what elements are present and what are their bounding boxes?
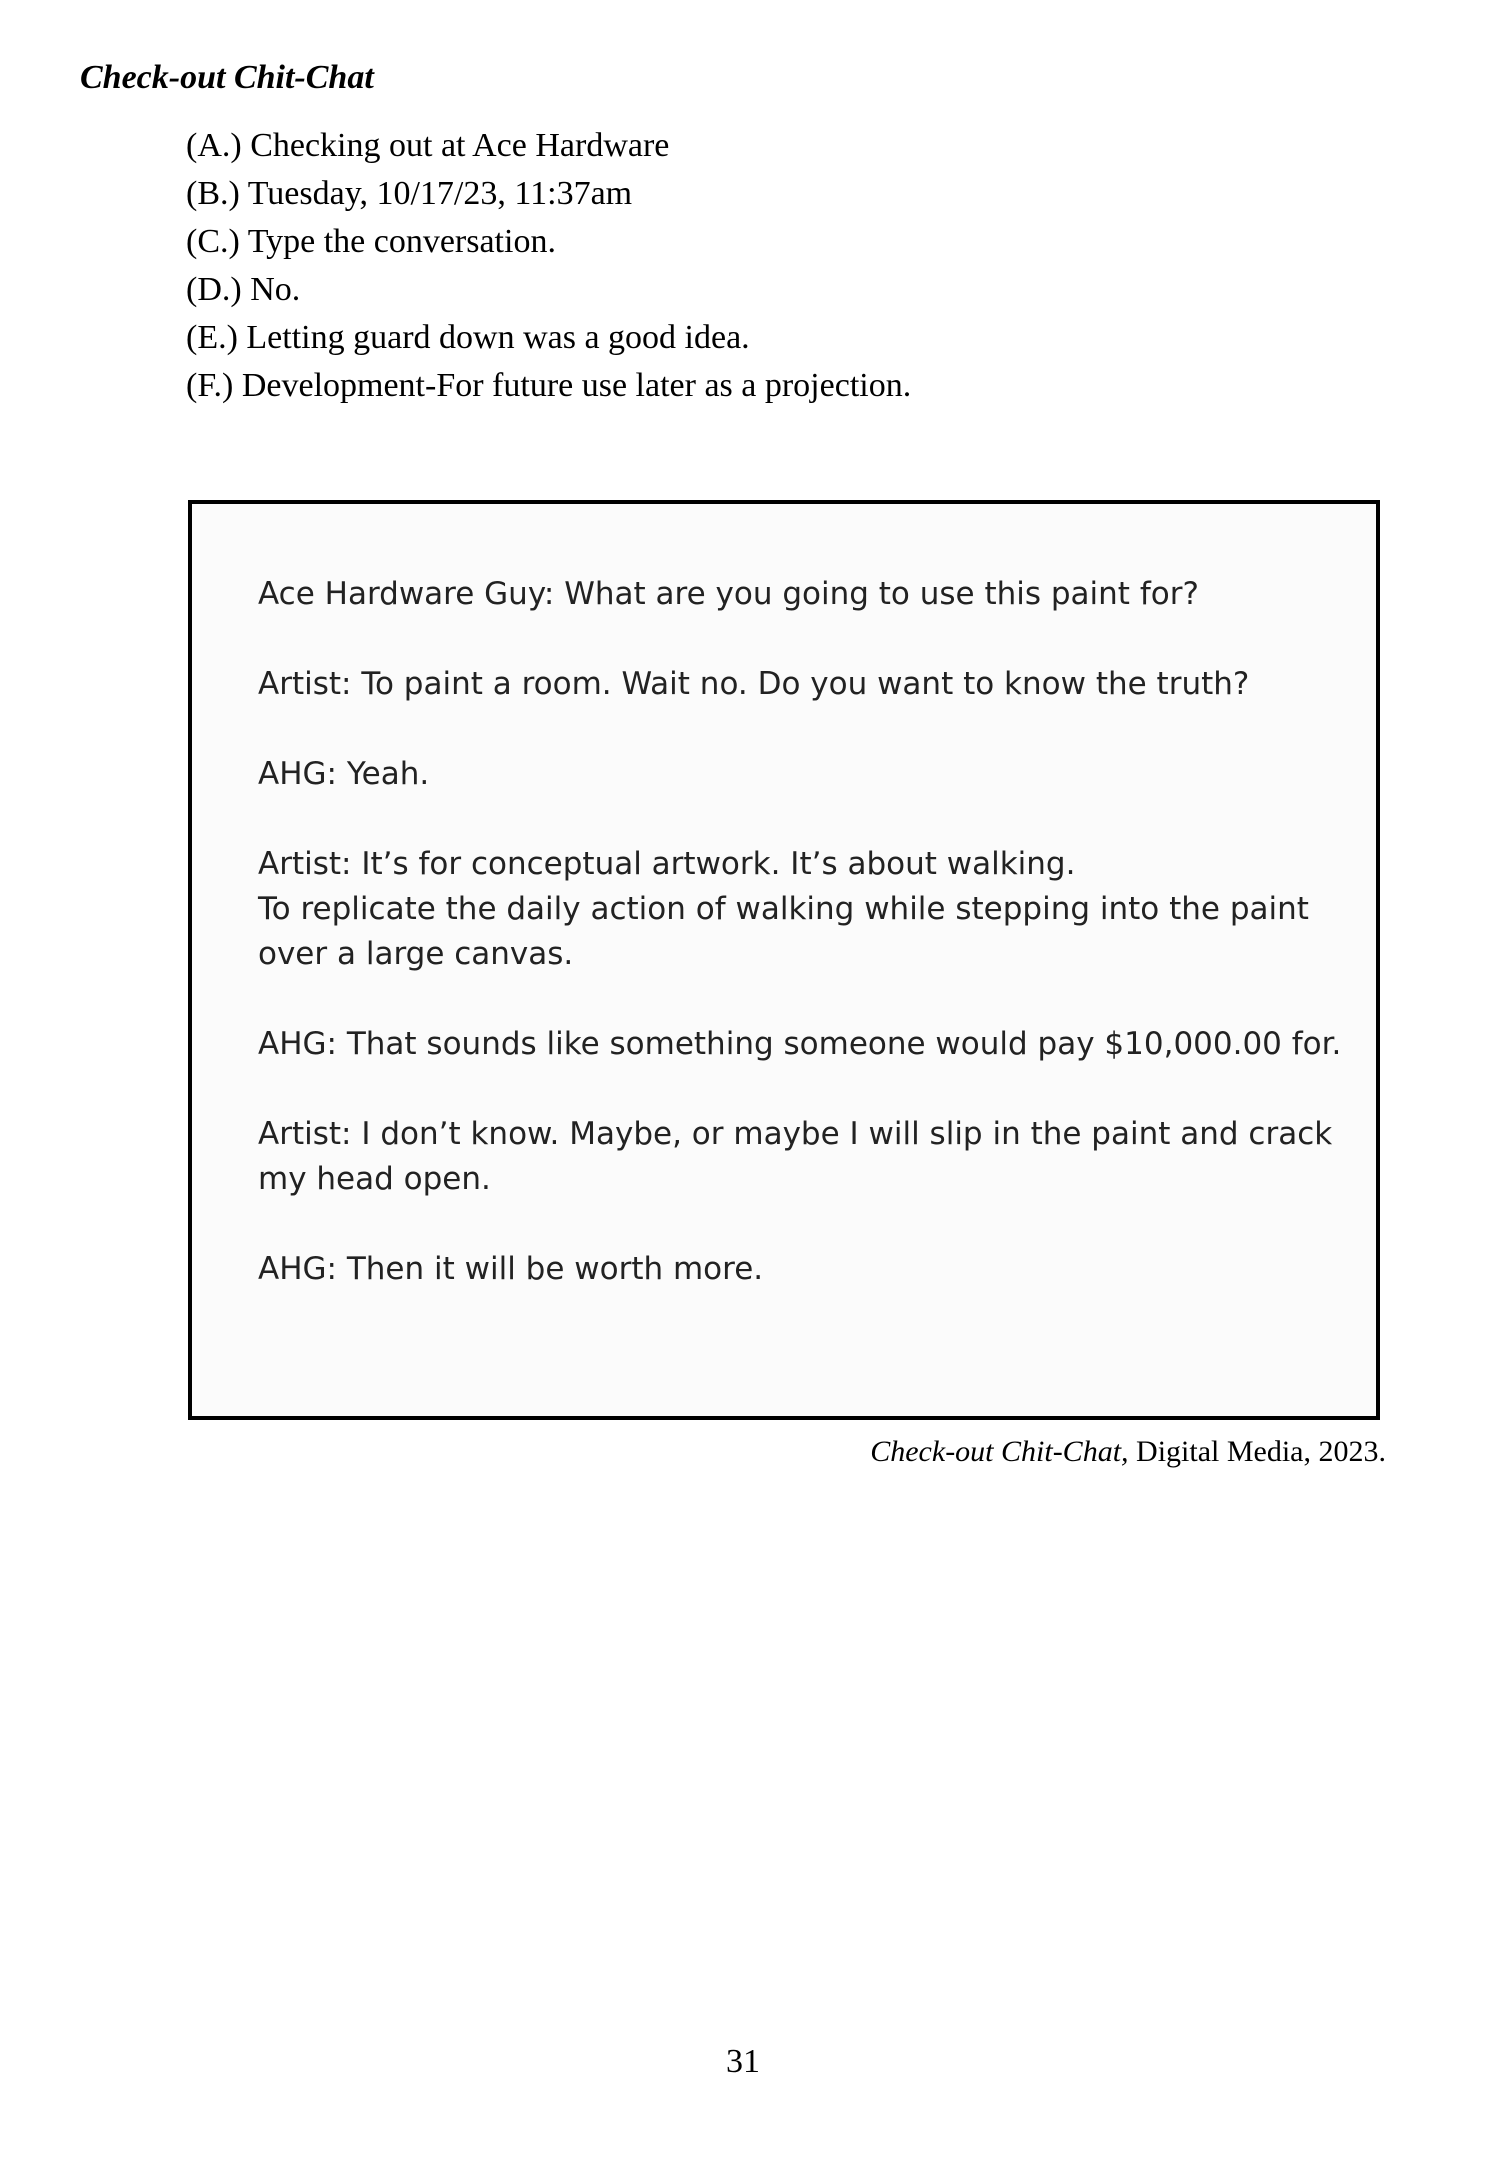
dialogue-text-line: Artist: I don’t know. Maybe, or maybe I will slip in the paint and crack bbox=[258, 1116, 1333, 1152]
caption-details: Digital Media, 2023. bbox=[1128, 1435, 1386, 1468]
dialogue-text-line: To replicate the daily action of walking while stepping into the paint bbox=[258, 891, 1309, 927]
dialogue-text-line: over a large canvas. bbox=[258, 936, 574, 972]
page-title: Check-out Chit-Chat bbox=[80, 59, 374, 96]
dialogue-line bbox=[258, 1112, 1336, 1202]
note-item: (F.) Development-For future use later as a projection. bbox=[186, 367, 912, 404]
dialogue-text-line: AHG: Yeah. bbox=[258, 756, 430, 792]
dialogue-text bbox=[258, 572, 1342, 1337]
dialogue-text-line: my head open. bbox=[258, 1161, 491, 1197]
dialogue-line bbox=[258, 752, 1336, 797]
dialogue-line bbox=[258, 1247, 1336, 1292]
note-item: (C.) Type the conversation. bbox=[186, 223, 556, 260]
dialogue-line bbox=[258, 662, 1336, 707]
figure-caption bbox=[870, 1432, 1386, 1472]
dialogue-line bbox=[258, 572, 1336, 617]
note-item: (B.) Tuesday, 10/17/23, 11:37am bbox=[186, 175, 633, 212]
dialogue-text-line: Ace Hardware Guy: What are you going to use this paint for? bbox=[258, 576, 1199, 612]
caption-title: Check-out Chit-Chat, bbox=[870, 1435, 1129, 1468]
conversation-screenshot bbox=[188, 500, 1380, 1420]
dialogue-text-line: Artist: It’s for conceptual artwork. It’s about walking. bbox=[258, 846, 1076, 882]
page-number: 31 bbox=[726, 2043, 760, 2080]
dialogue-text-line: Artist: To paint a room. Wait no. Do you want to know the truth? bbox=[258, 666, 1250, 702]
dialogue-text-line: AHG: Then it will be worth more. bbox=[258, 1251, 764, 1287]
dialogue-text-line: AHG: That sounds like something someone would pay $10,000.00 for. bbox=[258, 1026, 1342, 1062]
note-item: (D.) No. bbox=[186, 271, 301, 308]
notes-list bbox=[186, 122, 911, 410]
dialogue-line bbox=[258, 1022, 1342, 1067]
dialogue-line bbox=[258, 842, 1336, 977]
note-item: (E.) Letting guard down was a good idea. bbox=[186, 319, 750, 356]
note-item: (A.) Checking out at Ace Hardware bbox=[186, 127, 670, 164]
